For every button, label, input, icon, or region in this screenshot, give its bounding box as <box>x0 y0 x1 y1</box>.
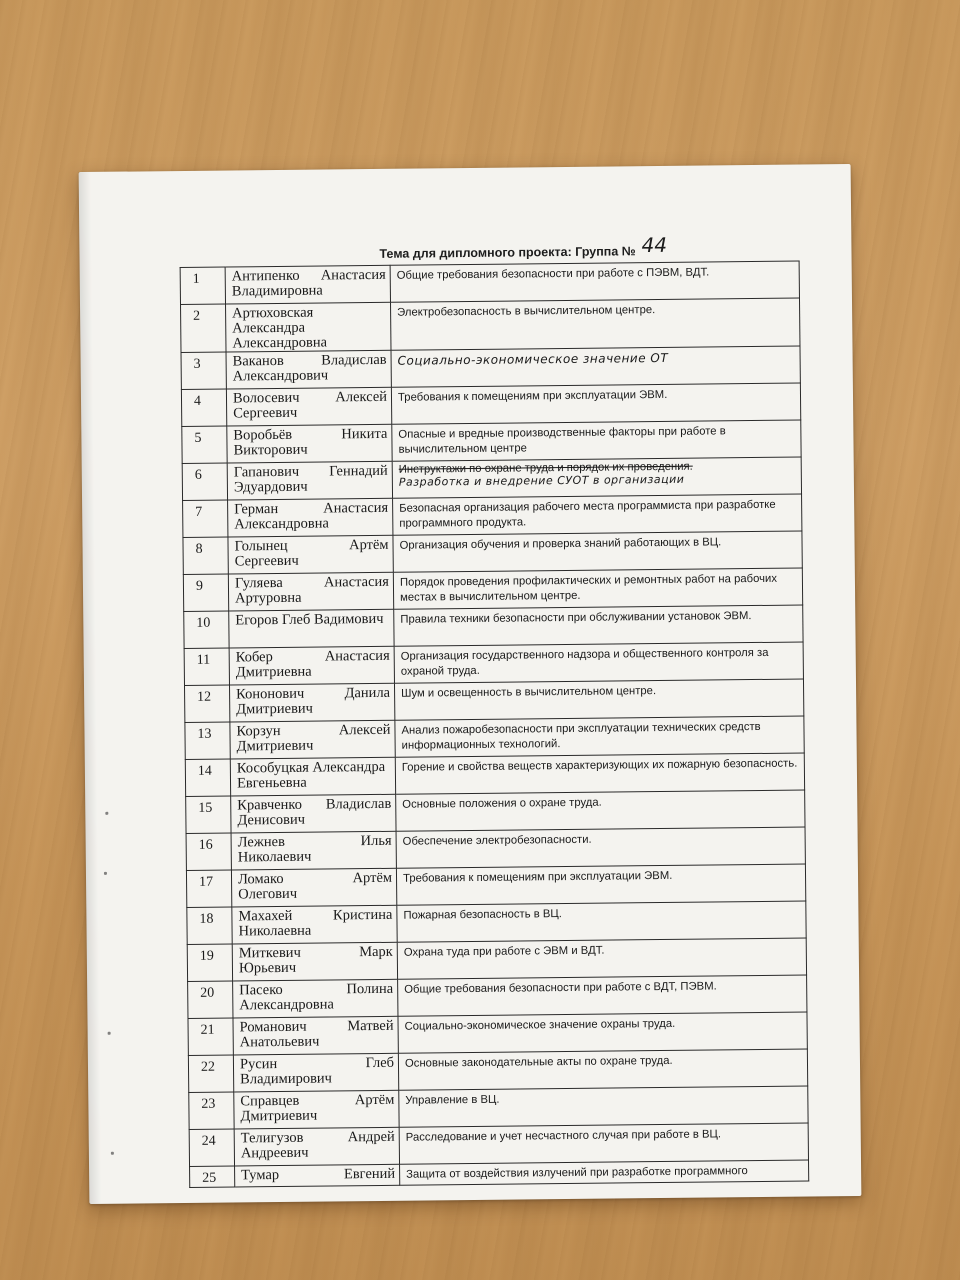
name-part: Эдуардович <box>233 478 308 496</box>
row-number: 20 <box>188 981 233 1018</box>
project-topic <box>397 901 806 942</box>
row-number: 1 <box>180 267 225 304</box>
name-part: Анастасия <box>324 647 390 665</box>
name-part: Анастасия <box>320 266 386 284</box>
topic-text: Пожарная безопасность в ВЦ. <box>403 908 562 922</box>
student-name <box>228 498 393 537</box>
row-number: 3 <box>181 352 226 389</box>
student-name <box>235 1164 400 1187</box>
name-part: Воробьёв <box>233 426 293 444</box>
row-number: 7 <box>183 500 228 537</box>
name-part: Марк <box>359 943 393 961</box>
name-part: Александра Александровна <box>232 319 328 352</box>
name-part: Гапанович <box>233 463 300 481</box>
name-part: Дмитриевич <box>236 700 314 718</box>
student-name <box>226 387 391 426</box>
name-part: Телигузов <box>240 1129 304 1147</box>
project-topic <box>399 1086 808 1127</box>
project-topic <box>393 494 802 535</box>
name-part: Алексей <box>338 721 391 739</box>
project-topic <box>400 1160 809 1185</box>
table-row <box>181 383 800 426</box>
name-part: Илья <box>360 832 392 850</box>
row-number: 22 <box>188 1055 233 1092</box>
row-number: 24 <box>189 1129 234 1166</box>
student-name <box>234 1090 399 1129</box>
handwritten-topic: Разработка и внедрение СУОТ в организации <box>398 472 685 489</box>
name-part: Артём <box>352 869 393 887</box>
topic-text: Обеспечение электробезопасности. <box>402 833 592 848</box>
student-name <box>226 302 391 352</box>
row-number: 6 <box>182 463 227 500</box>
topic-text: Требования к помещениям при эксплуатации ЭВМ. <box>402 869 673 885</box>
name-part: Викторович <box>233 441 308 459</box>
table-row <box>183 568 802 611</box>
student-name <box>229 646 394 685</box>
row-number: 13 <box>185 722 230 759</box>
student-name <box>232 942 397 981</box>
name-part: Данила <box>344 684 391 702</box>
table-row <box>184 605 803 648</box>
student-name <box>225 265 390 304</box>
name-part: Глеб <box>365 1054 395 1072</box>
name-part: Александрович <box>232 367 329 385</box>
table-row <box>185 716 804 759</box>
row-number: 12 <box>184 685 229 722</box>
topic-text: Порядок проведения профилактических и ремонтных работ на рабочих местах в вычислительном центре. <box>399 572 778 604</box>
name-part: Николаевна <box>238 922 312 940</box>
topic-text: Инструктажи по охране труда и порядок их проведения. <box>398 460 693 476</box>
name-part: Кособуцкая Александра <box>236 758 386 777</box>
student-name <box>228 535 393 574</box>
name-part: Владислав <box>325 795 392 813</box>
student-name <box>227 461 392 500</box>
project-topic <box>391 383 800 424</box>
row-number: 8 <box>183 537 228 574</box>
table-row <box>182 457 801 500</box>
student-name <box>231 868 396 907</box>
project-topic <box>396 864 805 905</box>
topic-text: Анализ пожаробезопасности при эксплуатации технических средств информационных технологий. <box>401 720 761 752</box>
project-topic <box>398 975 807 1016</box>
student-name <box>231 794 396 833</box>
topic-text: Правила техники безопасности при обслуживании установок ЭВМ. <box>400 610 752 626</box>
name-part: Юрьевич <box>238 959 297 977</box>
name-part: Кристина <box>332 906 393 924</box>
name-part: Кравченко <box>237 796 303 814</box>
topic-text: Опасные и вредные производственные факторы при работе в вычислительном центре <box>398 425 726 456</box>
name-part: Дмитриевич <box>236 737 314 755</box>
name-part: Миткевич <box>238 944 301 962</box>
name-part: Ваканов <box>232 352 284 370</box>
project-topic <box>392 420 801 461</box>
name-part: Лежнев <box>237 833 285 851</box>
topic-text: Электробезопасность в вычислительном центре. <box>397 304 656 319</box>
student-name <box>230 757 395 796</box>
project-topic <box>395 753 804 794</box>
name-part: Гуляева <box>234 574 283 592</box>
project-topic <box>393 531 802 572</box>
student-name <box>229 683 394 722</box>
table-row <box>188 975 807 1018</box>
student-name <box>229 609 394 648</box>
topic-text: Защита от воздействия излучений при разработке программного <box>406 1165 748 1181</box>
name-part: Артём <box>354 1091 395 1109</box>
table-row <box>187 901 806 944</box>
project-topic <box>397 938 806 979</box>
name-part: Анастасия <box>323 499 389 517</box>
project-topic <box>390 261 799 302</box>
table-row <box>184 642 803 685</box>
name-part: Владимировна <box>231 282 323 300</box>
row-number: 23 <box>189 1092 234 1129</box>
topic-text: Общие требования безопасности при работе с ПЭВМ, ВДТ. <box>396 266 710 282</box>
student-name <box>231 831 396 870</box>
project-topic <box>393 568 802 609</box>
name-part: Ломако <box>237 870 284 888</box>
topic-text: Основные законодательные акты по охране труда. <box>404 1054 673 1070</box>
name-part: Артуровна <box>235 589 302 607</box>
smudge-mark <box>108 1032 111 1035</box>
name-part: Голынец <box>234 537 288 555</box>
student-name <box>226 350 391 389</box>
table-row <box>186 827 805 870</box>
topic-text: Организация государственного надзора и общественного контроля за охраной труда. <box>400 646 769 678</box>
topic-text: Охрана туда при работе с ЭВМ и ВДТ. <box>403 944 605 959</box>
topic-text: Управление в ВЦ. <box>405 1093 500 1107</box>
name-part: Кононович <box>236 685 305 703</box>
name-part: Дмитриевна <box>235 663 312 681</box>
name-part: Егоров Глеб Вадимович <box>235 610 384 629</box>
table-row <box>183 494 802 537</box>
row-number: 14 <box>185 759 230 796</box>
table-row <box>182 420 801 463</box>
name-part: Волосевич <box>232 389 300 407</box>
name-part: Алексей <box>335 388 388 406</box>
topic-text: Общие требования безопасности при работе с ВДТ, ПЭВМ. <box>404 980 717 996</box>
name-part: Пасеко <box>239 981 283 999</box>
name-part: Русин <box>239 1056 278 1073</box>
smudge-mark <box>104 872 107 875</box>
project-topic <box>392 457 801 498</box>
row-number: 21 <box>188 1018 233 1055</box>
name-part: Андрей <box>347 1128 395 1146</box>
group-number-handwritten: 44 <box>641 232 668 258</box>
row-number: 15 <box>186 796 231 833</box>
name-part: Евгений <box>343 1165 396 1183</box>
topic-text: Требования к помещениям при эксплуатации ЭВМ. <box>397 388 668 404</box>
title-text: Тема для дипломного проекта: Группа № <box>379 244 636 261</box>
name-part: Александровна <box>234 515 329 533</box>
project-topic <box>399 1123 808 1164</box>
row-number: 19 <box>187 944 232 981</box>
project-topic <box>395 716 804 757</box>
name-part: Владислав <box>321 351 387 369</box>
name-part: Андреевич <box>240 1144 309 1162</box>
name-part: Евгеньевна <box>236 774 307 792</box>
name-part: Антипенко <box>231 267 300 285</box>
topic-text: Организация обучения и проверка знаний работающих в ВЦ. <box>399 536 722 552</box>
row-number: 2 <box>181 304 227 352</box>
name-part: Артюховская <box>232 304 314 322</box>
project-topic <box>396 790 805 831</box>
table-row <box>186 864 805 907</box>
name-part: Александровна <box>239 996 334 1014</box>
name-part: Олегович <box>238 885 298 903</box>
project-topic <box>394 605 803 646</box>
table-row <box>189 1123 808 1166</box>
name-part: Герман <box>234 500 279 518</box>
student-name <box>227 424 392 463</box>
row-number: 11 <box>184 648 229 685</box>
paper-sheet <box>79 164 862 1204</box>
topic-text: Безопасная организация рабочего места программиста при разработке программного продукта. <box>399 498 776 530</box>
table-row <box>188 1049 807 1092</box>
name-part: Денисович <box>237 811 306 829</box>
name-part: Матвей <box>347 1017 394 1035</box>
project-topic <box>398 1049 807 1090</box>
student-name <box>233 1053 398 1092</box>
project-topic <box>390 298 799 350</box>
table-row <box>184 679 803 722</box>
row-number: 16 <box>186 833 231 870</box>
student-name <box>233 1016 398 1055</box>
name-part: Полина <box>346 980 394 998</box>
table-row <box>188 1012 807 1055</box>
topic-text: Основные положения о охране труда. <box>402 796 602 811</box>
handwritten-topic: Социально-экономическое значение ОТ <box>397 350 669 368</box>
name-part: Анатольевич <box>239 1033 320 1051</box>
topic-text: Расследование и учет несчастного случая при работе в ВЦ. <box>405 1128 722 1144</box>
student-name <box>233 979 398 1018</box>
name-part: Анастасия <box>323 573 390 591</box>
name-part: Никита <box>341 425 388 443</box>
table-row <box>185 753 804 796</box>
table-row <box>189 1086 808 1129</box>
student-name <box>228 572 393 611</box>
name-part: Справцев <box>240 1092 300 1110</box>
name-part: Кобер <box>235 649 273 666</box>
smudge-mark <box>105 812 108 815</box>
row-number: 4 <box>181 389 226 426</box>
project-topic <box>394 679 803 720</box>
page-title <box>379 232 668 263</box>
topics-table <box>180 261 810 1188</box>
name-part: Сергеевич <box>234 552 299 570</box>
name-part: Владимирович <box>240 1070 333 1088</box>
name-part: Артём <box>348 536 389 554</box>
smudge-mark <box>111 1152 114 1155</box>
name-part: Геннадий <box>329 462 388 480</box>
table-row <box>183 531 802 574</box>
table-row <box>181 346 800 389</box>
name-part: Тумар <box>241 1167 280 1184</box>
topic-text: Социально-экономическое значение охраны труда. <box>404 1017 676 1033</box>
row-number: 10 <box>184 611 229 648</box>
name-part: Романович <box>239 1018 307 1036</box>
topic-text: Горение и свойства веществ характеризующих их пожарную безопасность. <box>401 757 798 774</box>
name-part: Дмитриевич <box>240 1107 318 1125</box>
row-number: 9 <box>183 574 228 611</box>
project-topic <box>398 1012 807 1053</box>
project-topic <box>391 346 800 387</box>
student-name <box>232 905 397 944</box>
row-number: 5 <box>182 426 227 463</box>
name-part: Сергеевич <box>233 404 298 422</box>
table-row <box>181 298 800 352</box>
project-topic <box>394 642 803 683</box>
name-part: Корзун <box>236 722 281 740</box>
project-topic <box>396 827 805 868</box>
table-row <box>180 261 799 304</box>
topic-text: Шум и освещенность в вычислительном центре. <box>401 685 657 700</box>
table-row <box>186 790 805 833</box>
name-part: Николаевич <box>237 848 312 866</box>
row-number: 25 <box>190 1166 235 1187</box>
student-name <box>230 720 395 759</box>
name-part: Махахей <box>238 907 293 925</box>
student-name <box>234 1127 399 1166</box>
row-number: 17 <box>186 870 231 907</box>
table-row <box>187 938 806 981</box>
row-number: 18 <box>187 907 232 944</box>
